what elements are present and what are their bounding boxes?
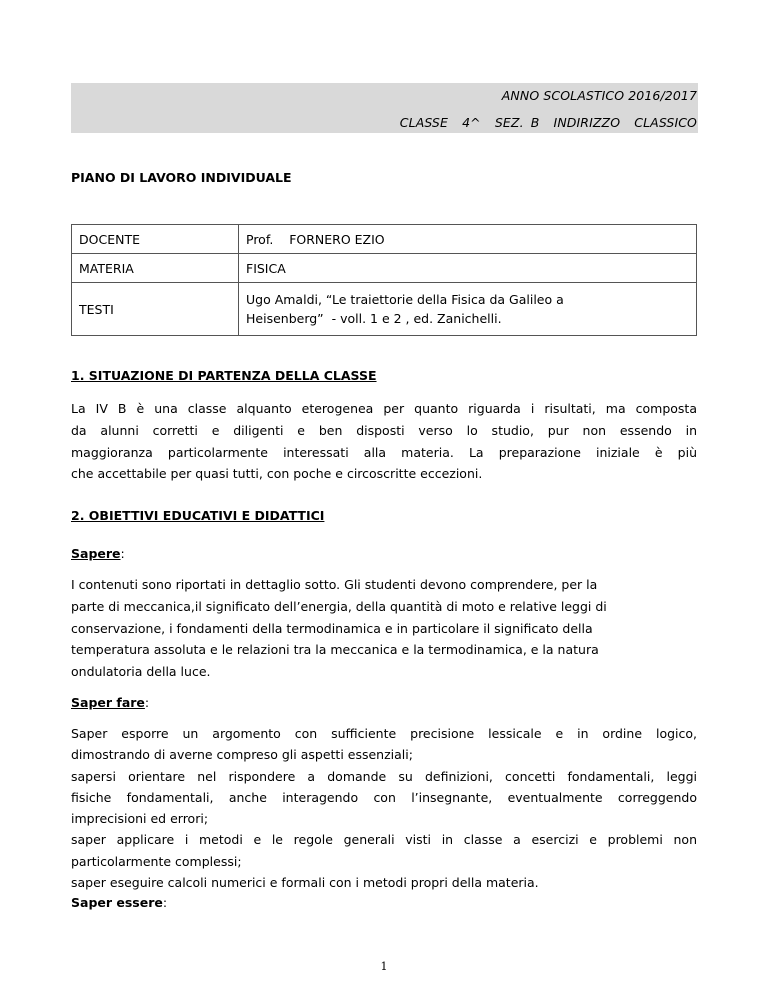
paragraph-line: conservazione, i fondamenti della termodinamica e in particolare il significato della: [71, 620, 593, 636]
section2-title: 2. OBIETTIVI EDUCATIVI E DIDATTICI: [71, 508, 325, 523]
paragraph-line: particolarmente complessi;: [71, 853, 242, 869]
class-section: CLASSE 4^ SEZ. B INDIRIZZO CLASSICO: [399, 115, 697, 130]
table-row: [72, 283, 697, 336]
saper-fare-heading: Saper fare:: [71, 695, 150, 710]
paragraph-line: sapersi orientare nel rispondere a domande su definizioni, concetti fondamentali, leggi: [71, 768, 697, 784]
paragraph-line: che accettabile per quasi tutti, con poche e circoscritte eccezioni.: [71, 466, 483, 482]
paragraph-line: I contenuti sono riportati in dettaglio sotto. Gli studenti devono comprendere, per la: [71, 577, 598, 592]
texts-value: [239, 283, 697, 336]
subject-label: MATERIA: [72, 254, 239, 283]
paragraph-line: ondulatoria della luce.: [71, 664, 211, 680]
saper-essere-label: Saper essere: [71, 895, 163, 910]
table-row: [72, 254, 697, 283]
texts-line: Heisenberg” - voll. 1 e 2 , ed. Zanichelli.: [246, 311, 502, 326]
school-year: ANNO SCOLASTICO 2016/2017: [501, 88, 697, 103]
teacher-value: Prof. FORNERO EZIO: [239, 225, 697, 254]
sapere-paragraph: [71, 574, 697, 683]
sapere-heading: Sapere:: [71, 546, 125, 561]
paragraph-line: dimostrando di averne compreso gli aspetti essenziali;: [71, 747, 413, 763]
paragraph-line: saper eseguire calcoli numerici e formali con i metodi propri della materia.: [71, 875, 539, 891]
teacher-label: DOCENTE: [72, 225, 239, 254]
paragraph-line: da alunni corretti e diligenti e ben disposti verso lo studio, pur non essendo in: [71, 422, 697, 438]
section1-paragraph: [71, 398, 697, 485]
saper-essere-heading: Saper essere:: [71, 895, 168, 910]
sapere-label: Sapere: [71, 546, 121, 561]
info-table: [71, 224, 697, 336]
paragraph-line: temperatura assoluta e le relazioni tra la meccanica e la termodinamica, e la natura: [71, 642, 599, 658]
saper-fare-label: Saper fare: [71, 695, 145, 710]
page-number: 1: [380, 960, 388, 973]
paragraph-line: parte di meccanica,il significato dell’energia, della quantità di moto e relative leggi di: [71, 598, 607, 614]
paragraph-line: maggioranza particolarmente interessati alla materia. La preparazione iniziale è più: [71, 444, 697, 460]
texts-line: Ugo Amaldi, “Le traiettorie della Fisica da Galileo a: [246, 292, 564, 307]
table-row: [72, 225, 697, 254]
plan-title: PIANO DI LAVORO INDIVIDUALE: [71, 170, 292, 185]
paragraph-line: fisiche fondamentali, anche interagendo con l’insegnante, eventualmente correggendo: [71, 789, 697, 805]
subject-value: FISICA: [239, 254, 697, 283]
paragraph-line: saper applicare i metodi e le regole generali visti in classe a esercizi e problemi non: [71, 832, 697, 848]
paragraph-line: La IV B è una classe alquanto eterogenea per quanto riguarda i risultati, ma composta: [71, 401, 697, 416]
paragraph-line: imprecisioni ed errori;: [71, 811, 209, 827]
section1-title: 1. SITUAZIONE DI PARTENZA DELLA CLASSE: [71, 368, 377, 383]
texts-label: TESTI: [72, 283, 239, 336]
paragraph-line: Saper esporre un argomento con sufficiente precisione lessicale e in ordine logico,: [71, 726, 697, 741]
saper-fare-paragraph: [71, 723, 697, 893]
